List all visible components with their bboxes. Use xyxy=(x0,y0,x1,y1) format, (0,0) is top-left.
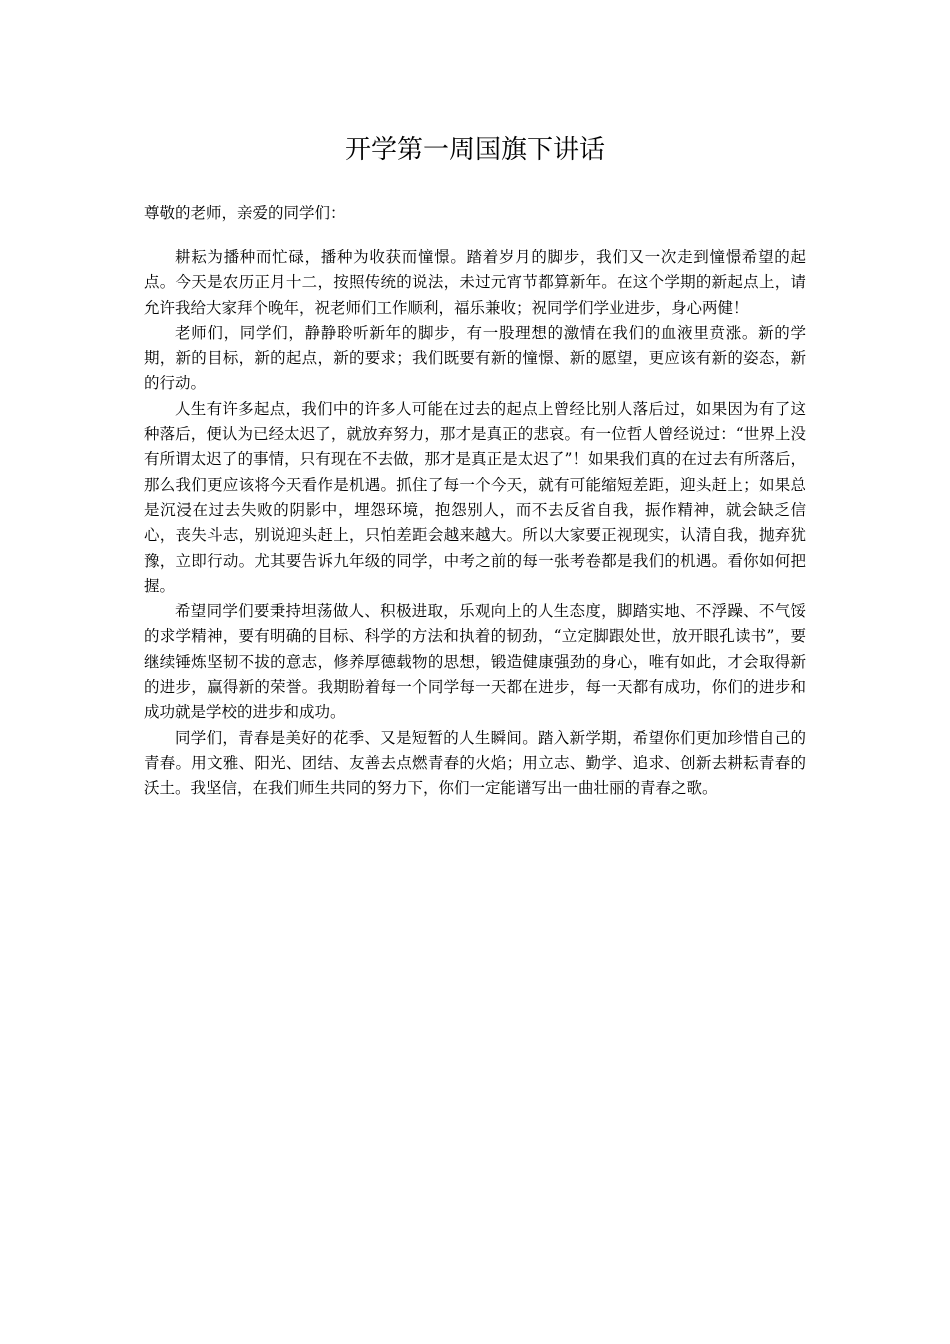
salutation: 尊敬的老师，亲爱的同学们： xyxy=(144,204,346,222)
paragraph-5: 同学们，青春是美好的花季、又是短暂的人生瞬间。踏入新学期，希望你们更加珍惜自己的青春。用文雅、阳光、团结、友善去点燃青春的火焰；用立志、勤学、追求、创新去耕耘青春的沃土。我坚信，在我们师生共同的努力下，你们一定能谱写出一曲壮丽的青春之歌。 xyxy=(144,728,806,798)
speech-body xyxy=(144,245,806,802)
paragraph-2: 老师们，同学们，静静聆听新年的脚步，有一股理想的激情在我们的血液里贲涨。新的学期，新的目标，新的起点，新的要求；我们既要有新的憧憬、新的愿望，更应该有新的姿态，新的行动。 xyxy=(144,323,806,393)
paragraph-1: 耕耘为播种而忙碌，播种为收获而憧憬。踏着岁月的脚步，我们又一次走到憧憬希望的起点。今天是农历正月十二，按照传统的说法，未过元宵节都算新年。在这个学期的新起点上，请允许我给大家拜个晚年，祝老师们工作顺利，福乐兼收；祝同学们学业进步，身心两健！ xyxy=(144,248,806,317)
paragraph-4: 希望同学们要秉持坦荡做人、积极进取，乐观向上的人生态度，脚踏实地、不浮躁、不气馁的求学精神，要有明确的目标、科学的方法和执着的韧劲，“立定脚跟处世，放开眼孔读书”，要继续锤炼坚韧不拔的意志，修养厚德载物的思想，锻造健康强劲的身心，唯有如此，才会取得新的进步，赢得新的荣誉。我期盼着每一个同学每一天都在进步，每一天都有成功，你们的进步和成功就是学校的进步和成功。 xyxy=(144,602,806,722)
document-title: 开学第一周国旗下讲话 xyxy=(344,135,605,165)
paragraph-3: 人生有许多起点，我们中的许多人可能在过去的起点上曾经比别人落后过，如果因为有了这种落后，便认为已经太迟了，就放弃努力，那才是真正的悲哀。有一位哲人曾经说过：“世界上没有所谓太迟了的事情，只有现在不去做，那才是真正是太迟了”！如果我们真的在过去有所落后，那么我们更应该将今天看作是机遇。抓住了每一个今天，就有可能缩短差距，迎头赶上；如果总是沉浸在过去失败的阴影中，埋怨环境，抱怨别人，而不去反省自我，振作精神，就会缺乏信心，丧失斗志，别说迎头赶上，只怕差距会越来越大。所以大家要正视现实，认清自我，抛弃犹豫，立即行动。尤其要告诉九年级的同学，中考之前的每一张考卷都是我们的机遇。看你如何把握。 xyxy=(144,399,806,595)
